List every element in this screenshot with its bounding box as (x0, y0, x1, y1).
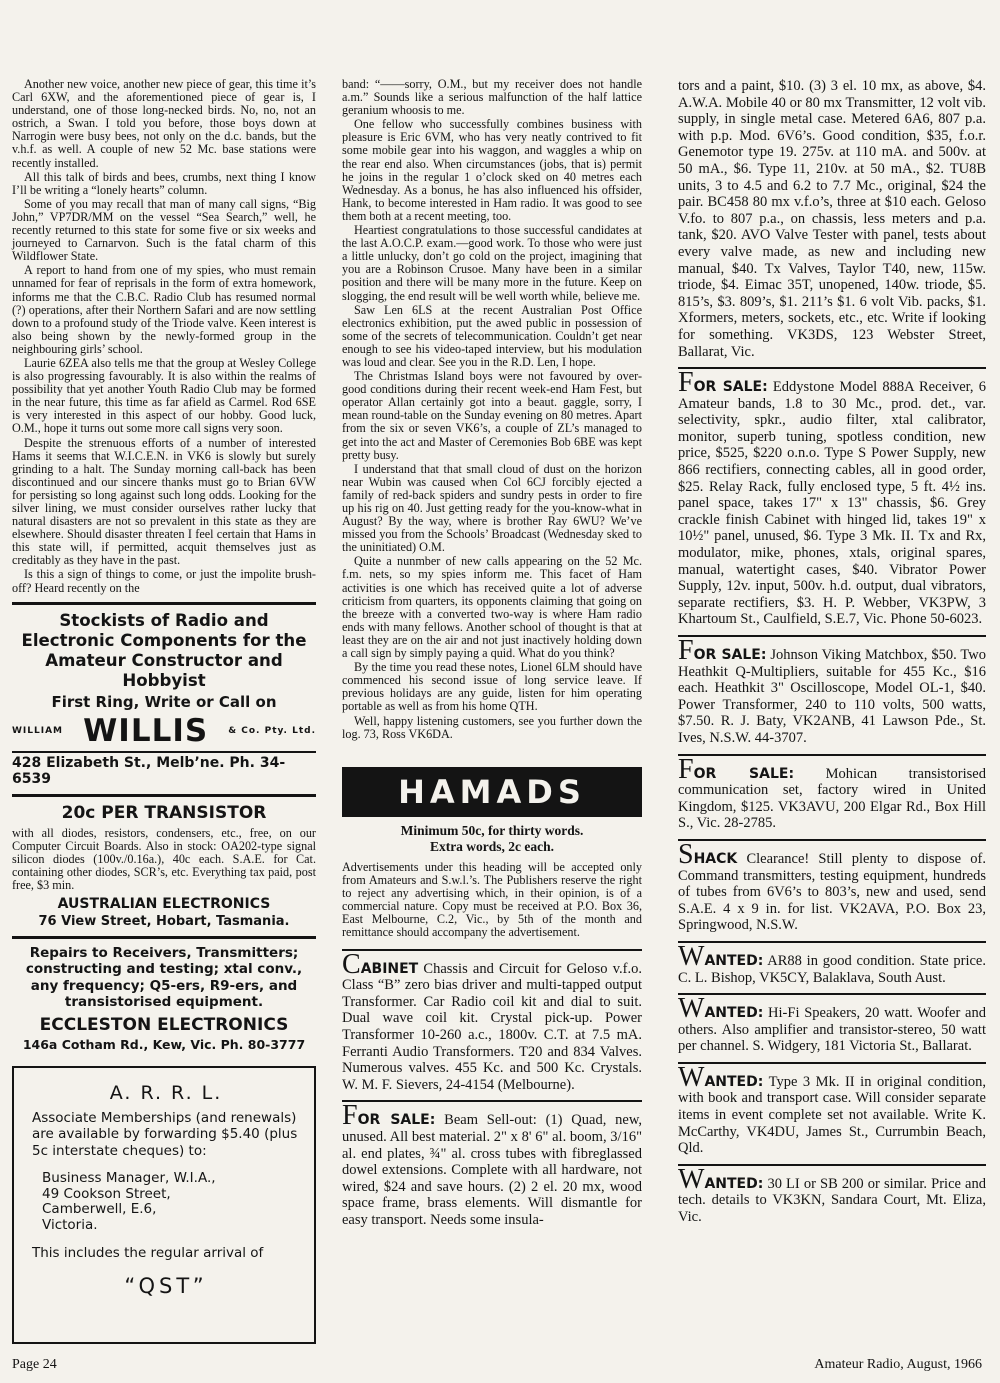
classified-text: 30 LI or SB 200 or similar. Price and tech. details to VK3KN, Sandara Court, Mt. Eliza, Vic. (678, 1175, 986, 1226)
classified-ad (678, 635, 986, 747)
address-line: Business Manager, W.I.A., (42, 1170, 216, 1187)
ad-transistor-headline: 20c PER TRANSISTOR (61, 802, 267, 823)
ad-eccleston-address: 146a Cotham Rd., Kew, Vic. Ph. 80-3777 (22, 1036, 306, 1052)
divider (678, 635, 986, 637)
divider (342, 949, 642, 951)
hamads-rate-line: Extra words, 2c each. (429, 838, 555, 854)
paragraph: The Christmas Island boys were not favoured by over-good conditions during their recent week-end Ham Fest, but operator Allan certainly got into a beaut. gaggle, sorry, I mean round-table on the Sunday evening on 80 metres. Apart from the six or seven VK6’s, a couple of ZL’s managed to get into the act and Master of Ceremonies Bob 6BE was kept pretty busy. (342, 369, 642, 462)
paragraph: Saw Len 6LS at the recent Australian Post Office electronics exhibition, put the awed public in possession of some of the secrets of telecommunication. Couldn’t get near enough to see his video-taped interview, but his modulation was loud and clear. See you in the R.D. Len, I hope. (342, 302, 642, 369)
paragraph: Laurie 6ZEA also tells me that the group at Wesley College is also progressing favourably. It is also within the realms of possibility that yet another Youth Radio Club may be formed in the near future, this time as far afield as Carmel. Rod 6SE is very interested in this aspect of our hobby. Good luck, O.M., hope it turns out some more call signs very soon. (12, 355, 316, 436)
ad-transistor-company: AUSTRALIAN ELECTRONICS (57, 895, 271, 912)
column-left (12, 78, 316, 1344)
article-text-col1 (12, 78, 316, 595)
willis-logo-name: WILLIS (83, 712, 209, 749)
ad-arrl (12, 1066, 316, 1344)
classified-keyword: ANTED: (704, 1073, 764, 1090)
willis-logo-right: & Co. Pty. Ltd. (228, 725, 316, 736)
article-text-col2 (342, 78, 642, 741)
classified-ad (678, 993, 986, 1055)
classified-dropcap: W (678, 1061, 705, 1093)
ad-arrl-address (42, 1171, 300, 1233)
classified-ad (678, 940, 986, 986)
divider (678, 1164, 986, 1166)
classified-keyword: OR SALE: (693, 379, 768, 396)
divider (678, 993, 986, 995)
divider (342, 1100, 642, 1102)
classified-dropcap: C (342, 948, 361, 980)
ad-eccleston-headline: Repairs to Receivers, Transmitters; constructing and testing; xtal conv., any frequency; Q5-ers, R9-ers, and transistorised equipment. (25, 944, 303, 1011)
classified-text: Johnson Viking Matchbox, $50. Two Heathkit Q-Multipliers, suitable for 455 Kc., $16 each. Heathkit 3" Oscilloscope, Model OL-1, $40. Power Transformer, 240 to 110 volts, 500 watts, $7.50. R. J. Baty, VK2ANB, 41 Lawson Pde., St. Ives, N.S.W. 44-3707. (678, 647, 986, 746)
divider (678, 367, 986, 369)
classified-dropcap: F (342, 1100, 358, 1132)
address-line: Camberwell, E.6, (42, 1201, 157, 1218)
classified-ad (678, 1163, 986, 1226)
classified-keyword: OR SALE: (693, 647, 767, 663)
classified-keyword: ANTED: (704, 952, 764, 969)
classified-text: Chassis and Circuit for Geloso v.f.o. Class “B” zero bias driver and multi-tapped output Transformer. Car Radio coil kit and dial to suit. Dual wave coil kit. Crystal pick-up. Power Transformer 10-260 a.c., 1800v. C.T. at 7.5 mA. Ferranti Audio Transformers. T20 and 834 Valves. Numerous valves. 455 Kc. and 500 Kc. Crystals. W. M. F. Sievers, 24-4154 (Melbourne). (342, 960, 642, 1093)
ad-arrl-title: A. R. R. L. (109, 1081, 223, 1104)
ad-willis (12, 611, 316, 787)
paragraph: A report to hand from one of my spies, who must remain unnamed for fear of reprisals in the form of extra homework, informs me that the C.B.C. Radio Club has resumed normal (?) operations, after their Northern Safari and are now settling down to a profound study of the Triode valve. Keen interest is also being shown by the newly-formed group in the neighbouring girls’ school. (12, 263, 316, 356)
hamads-rate-line: Minimum 50c, for thirty words. (400, 822, 584, 838)
address-line: Victoria. (42, 1216, 98, 1233)
classified-keyword: OR SALE: (357, 1112, 436, 1129)
page-number: Page 24 (12, 1357, 57, 1372)
column-middle (342, 78, 642, 1229)
hamads-rates (342, 823, 642, 855)
willis-logo (12, 713, 316, 749)
classified-ad (678, 838, 986, 934)
paragraph: Another new voice, another new piece of gear, this time it’s Carl 6XW, and the aforementioned piece of gear is, I understand, one of those long-necked birds. No, no, not an ostrich, a Swan. I told you before, those boys down at Narrogin were busy bees, not only on the d.c. bands, but the v.h.f. as well. A couple of new 52 Mc. base stations were recently installed. (12, 77, 316, 170)
paragraph: Is this a sign of things to come, or just the impolite brush-off? Heard recently on the (12, 567, 316, 595)
classified-keyword: OR SALE: (693, 765, 795, 782)
classified-ad (678, 753, 986, 832)
classified-ad (678, 78, 986, 360)
classified-keyword: ABINET (360, 960, 419, 977)
paragraph: Some of you may recall that man of many call signs, “Big John,” VP7DR/MM on the vessel “Sea Search,” well, he recently returned to this state for some five or six weeks and journeyed to Carnarvon. Such is the fatal charm of this Wildflower State. (12, 196, 316, 264)
ad-eccleston (12, 945, 316, 1052)
classified-ad (678, 1061, 986, 1157)
classified-text: Type 3 Mk. II in original condition, with book and transport case. Will consider separate items in event complete set not available. Write K. McCarthy, VK4DU, James St., Currumbin Beach, Qld. (678, 1073, 986, 1157)
classified-ad (342, 948, 642, 1094)
ad-eccleston-company: ECCLESTON ELECTRONICS (39, 1014, 289, 1035)
paragraph: By the time you read these notes, Lionel 6LM should have commenced his second issue of long service leave. If previous holidays are any guide, listen for him operating portable as well as from his home QTH. (342, 660, 642, 714)
ad-transistor-text: with all diodes, resistors, condensers, etc., free, on our Computer Circuit Boards. Also in stock: OA202-type signal silicon diodes (100v./0.16a.), 40c each. S.A.E. for Cat. containing other diodes, SCR’s, etc. Everything tax paid, post free, $3 min. (12, 825, 316, 892)
divider (12, 936, 316, 939)
divider (678, 1062, 986, 1064)
classified-text: Hi-Fi Speakers, 20 watt. Woofer and others. Also amplifier and transistor-stereo, 50 watt per channel. S. Widgery, 181 Victoria St., Ballarat. (678, 1005, 986, 1055)
willis-logo-left: WILLIAM (12, 725, 64, 736)
classified-keyword: ANTED: (704, 1175, 764, 1192)
address-line: 49 Cookson Street, (42, 1185, 171, 1202)
paragraph: band: “——sorry, O.M., but my receiver does not handle a.m.” Sounds like a serious malfunction of the half lattice geranium whoosis to me. (342, 77, 642, 118)
classified-ad (678, 367, 987, 628)
publication-footer: Amateur Radio, August, 1966 (814, 1357, 982, 1372)
paragraph: Well, happy listening customers, see you further down the log. 73, Ross VK6DA. (342, 713, 642, 741)
ad-transistor-address: 76 View Street, Hobart, Tasmania. (38, 913, 290, 929)
classified-text: tors and a paint, $10. (3) 3 el. 10 mx, as above, $4. A.W.A. Mobile 40 or 80 mx Transmitter, 12 volt vib. supply, in single metal case. Metered 6A6, 807 p.a. with p.p. Mod. 6V6’s. Good condition, $35, f.o.r. Genemotor type 19. 275v. at 110 mA. and 500v. at 50 mA., $6. Type 11, 210v. at 50 mA., $2. TU8B units, 3 to 4.5 and 6.2 to 7.7 Mc., original, $24 the pair. BC458 80 mx v.f.o’s, three at $10 each. Geloso V.fo. to 807 p.a., on chassis, less meters and p.a. tank, $20. AVO Valve Tester with panel, tests about every valve made, as new and including new manual, $40. Tx Valves, Taylor T40, new, 115w. triode, $4. Eimac 35T, unopened, 140w. triode, $5. 815’s, $3. 809’s, $1. 211’s $1. 6 volt Vib. packs, $1. Xformers, meters, sockets, etc., etc. Write if looking for something. VK3DS, 123 Webster Street, Ballarat, Vic. (678, 78, 986, 360)
classified-ad (342, 1100, 643, 1228)
divider (12, 794, 316, 797)
ad-willis-headline: Stockists of Radio and Electronic Components for the Amateur Constructor and Hobbyist (21, 610, 307, 690)
ad-arrl-includes: This includes the regular arrival of (32, 1245, 264, 1262)
ad-transistor (12, 803, 316, 929)
classified-text: Clearance! Still plenty to dispose of. Command transmitters, testing equipment, hundreds of tubes from 6V6’s to 803’s, new and used, send S.A.E. 4 x 9 in. for list. VK2AVA, P.O. Box 23, Springwood, N.S.W. (678, 850, 986, 934)
classified-dropcap: S (678, 838, 694, 870)
classified-text: Beam Sell-out: (1) Quad, new, unused. All best material. 2" x 8' 6" al. boom, 3/16" al. end plates, ¾" al. cross tubes with fibreglassed dowel extensions. Complete with all hardware, not wired, $24 and save hours. (2) 2 el. 20 mx, wood space frame, brass elements. Will dismantle for easy transport. Needs some insula- (342, 1112, 643, 1228)
hamads-notice: Advertisements under this heading will be accepted only from Amateurs and S.w.l.’s. The Publishers reserve the right to reject any advertising which, in their opinion, is of a commercial nature. Copy must be received at P.O. Box 36, East Melbourne, C.2, Vic., by 5th of the month and remittance should accompany the advertisement. (342, 859, 642, 939)
classified-keyword: ANTED: (704, 1005, 764, 1022)
paragraph: All this talk of birds and bees, crumbs, next thing I know I’ll be writing a “lonely hearts” column. (12, 169, 316, 197)
ad-arrl-text: Associate Memberships (and renewals) are available by forwarding $5.40 (plus 5c interstate cheques) to: (32, 1109, 298, 1159)
paragraph: Heartiest congratulations to those successful candidates at the last A.O.C.P. exam.—good work. To those who were just a little unlucky, don’t go cold on the project, imagining that you are a Robinson Crusoe. Many have been in a similar position and there will be many more in the future. Keep on slogging, the end result will be well worth while, believe me. (342, 223, 642, 303)
paragraph: Despite the strenuous efforts of a number of interested Hams it seems that W.I.C.E.N. in VK6 is slowly but surely grinding to a halt. The Sunday morning call-back has been discontinued and our sincere thanks must go to Brian 6VW for persisting so long against such long odds. Looking for the silver lining, we must consider ourselves rather lucky that natural disasters are not so prevalent in this state as they are elsewhere. Should disaster threaten I feel certain that Hams in this state will, if permitted, acquit themselves just as creditably as they have in the past. (12, 435, 316, 568)
classified-text: AR88 in good condition. State price. C. L. Bishop, VK5CY, Balaklava, South Aust. (678, 952, 986, 986)
classified-keyword: HACK (693, 850, 738, 867)
column-right (678, 78, 986, 1226)
paragraph: I understand that that small cloud of dust on the horizon near Wubin was caused when Col 6CJ forcibly ejected a family of red-back spiders and sundry pests in order to fire up his rig on 40. Just getting ready for the you-know-what in August? By the way, where is brother Ray 6WU? We’ve missed you from the Schools’ Broadcast (Wednesday sked to the uninitiated) O.M. (342, 461, 642, 555)
classified-dropcap: F (678, 753, 694, 785)
paragraph: One fellow who successfully combines business with pleasure is Eric 6VM, who has very neatly contrived to fit some mobile gear into his waggon, and waggles a whip on the rear end also. When circumstances (jobs, that is) permit he joins in the regular 1 o’clock sked on 40 metres each Wednesday. As a bonus, he has also influenced his offsider, Hank, to become interested in Ham radio. It was good to see them both at a recent meeting, too. (342, 117, 642, 223)
ad-arrl-qst: “QST” (124, 1273, 208, 1298)
hamads-banner: HAMADS (342, 767, 642, 817)
ad-willis-address: 428 Elizabeth St., Melb’ne. Ph. 34-6539 (12, 751, 316, 787)
classified-dropcap: F (678, 367, 694, 399)
classified-dropcap: W (678, 993, 705, 1025)
classified-dropcap: W (678, 1163, 705, 1195)
classified-dropcap: F (678, 635, 694, 666)
divider (678, 754, 986, 756)
ad-willis-sub: First Ring, Write or Call on (51, 692, 277, 711)
divider (12, 602, 316, 605)
classified-text: Eddystone Model 888A Receiver, 6 Amateur bands, 1.8 to 30 Mc., prod. det., var. selectivity, spkr., audio filter, xtal calibrator, monitor, superb tuning, spotless condition, new price, $525, $220 o.n.o. Type S Power Supply, new 866 rectifiers, connecting cables, all in good order, $25. Relay Rack, fully enclosed type, 5 ft. 4½ ins. panel space, takes 17" x 13" chassis, $6. Grey crackle finish Cabinet with hinged lid, takes 19" x 10½" panel, unused, $6. Type 3 Mk. II. Tx and Rx, modulator, mike, phones, xtals, original spares, manual, watertight cases, $40. Vibrator Power Supply, 12v. input, 500v. h.d. output, dual vibrators, separate rectifiers, $3. H. P. Webber, VK3PW, 3 Khartoum St., Caulfield, S.E.7, Vic. Phone 50-6023. (678, 379, 987, 628)
divider (678, 839, 986, 841)
divider (678, 941, 986, 943)
classified-text: Mohican transistorised communication set, factory wired in United Kingdom, $125. VK3AVU, 200 Elgar Rd., Box Hill S., Vic. 28-2785. (678, 765, 986, 832)
classified-dropcap: W (678, 940, 705, 972)
paragraph: Quite a nunmber of new calls appearing on the 52 Mc. f.m. nets, so my spies inform me. This facet of Ham activities is one which has received quite a lot of adverse criticism from quarters, its opponents claiming that going on the breeze with a converted two-way is where Ham radio ends with many fellows. Another school of thought is that at least they are on the air and not just inactively holding down a call sign by simply paying a quid. What do you think? (342, 554, 642, 661)
